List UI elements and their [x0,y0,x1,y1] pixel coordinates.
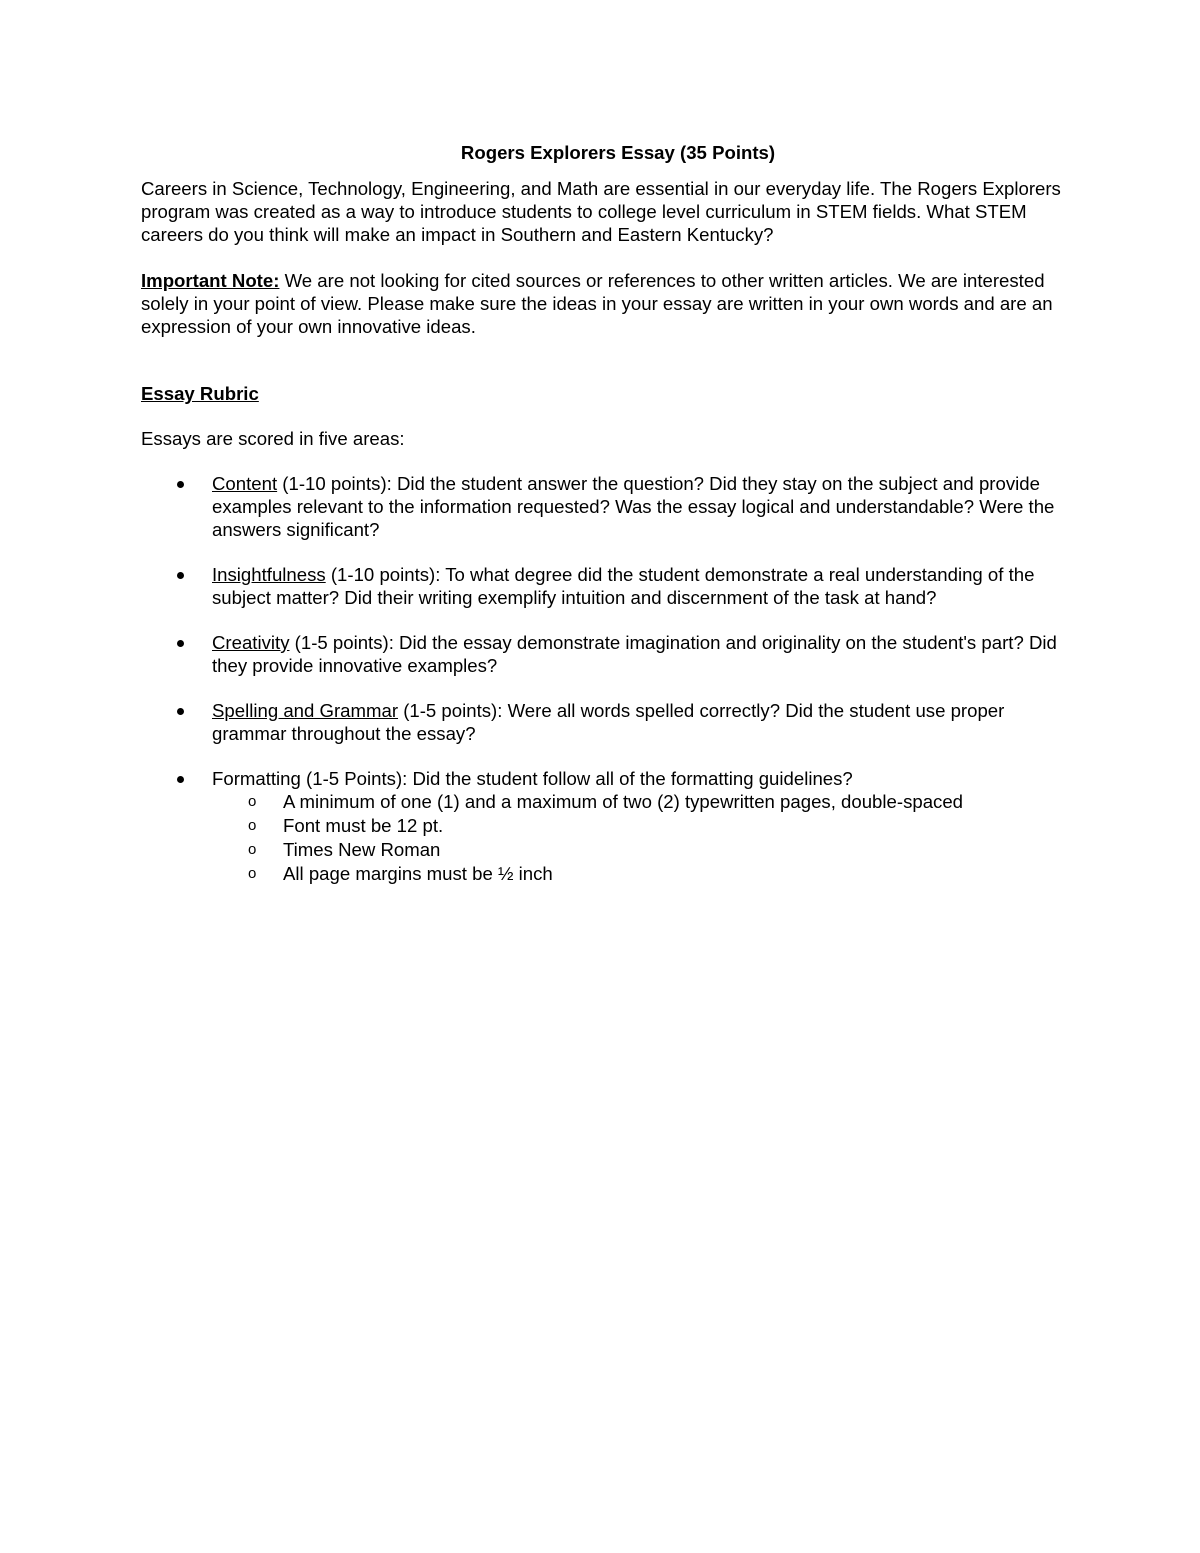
bullet-icon [177,640,184,647]
rubric-item-spelling-grammar [141,699,1061,745]
document-title: Rogers Explorers Essay (35 Points) [460,142,776,163]
formatting-guideline-text: Times New Roman [283,839,441,860]
important-note-label: Important Note: [141,270,280,291]
formatting-guideline-item [212,814,1061,838]
rubric-item-text: (1-10 points): Did the student answer the question? Did they stay on the subject and provide examples relevant to the information requested? Was the essay logical and understandable? Were the answers significant? [212,473,1055,540]
bullet-icon [177,481,184,488]
rubric-heading: Essay Rubric [141,383,259,404]
rubric-item-text: (1-5 points): Did the essay demonstrate imagination and originality on the student's part? Did they provide innovative examples? [212,632,1057,676]
rubric-item-label: Spelling and Grammar [212,700,399,721]
bullet-icon [177,572,184,579]
rubric-item-label: Content [212,473,278,494]
important-note-text: We are not looking for cited sources or references to other written articles. We are interested solely in your point of view. Please make sure the ideas in your essay are written in your own words and are an expression of your own innovative ideas. [141,270,1053,337]
rubric-item-formatting [141,767,1061,886]
circle-bullet-icon: o [248,793,257,810]
formatting-guideline-text: Font must be 12 pt. [283,815,444,836]
rubric-item-content [141,472,1061,541]
formatting-guideline-item [212,862,1061,886]
rubric-item-text: (1-5 points): Were all words spelled correctly? Did the student use proper grammar throughout the essay? [212,700,1005,744]
rubric-list [141,472,1061,886]
intro-paragraph: Careers in Science, Technology, Engineering, and Math are essential in our everyday life. The Rogers Explorers program was created as a way to introduce students to college level curriculum in STEM fields. What STEM careers do you think will make an impact in Southern and Eastern Kentucky? [141,178,1061,245]
formatting-guideline-item [212,838,1061,862]
circle-bullet-icon: o [248,817,257,834]
formatting-guideline-text: A minimum of one (1) and a maximum of two (2) typewritten pages, double-spaced [283,791,964,812]
rubric-item-creativity [141,631,1061,677]
document-page [141,141,1061,908]
circle-bullet-icon: o [248,841,257,858]
rubric-item-label: Insightfulness [212,564,326,585]
bullet-icon [177,708,184,715]
rubric-item-label: Creativity [212,632,290,653]
rubric-item-insightfulness [141,563,1061,609]
circle-bullet-icon: o [248,865,257,882]
important-note-paragraph [141,269,1061,338]
formatting-guideline-text: All page margins must be ½ inch [283,863,553,884]
rubric-item-text: (1-10 points): To what degree did the student demonstrate a real understanding of the subject matter? Did their writing exemplify intuition and discernment of the task at hand? [212,564,1035,608]
rubric-lead: Essays are scored in five areas: [141,428,405,449]
bullet-icon [177,776,184,783]
formatting-guidelines-list [212,790,1061,886]
rubric-item-text: Formatting (1-5 Points): Did the student follow all of the formatting guidelines? [212,768,853,789]
formatting-guideline-item [212,790,1061,814]
